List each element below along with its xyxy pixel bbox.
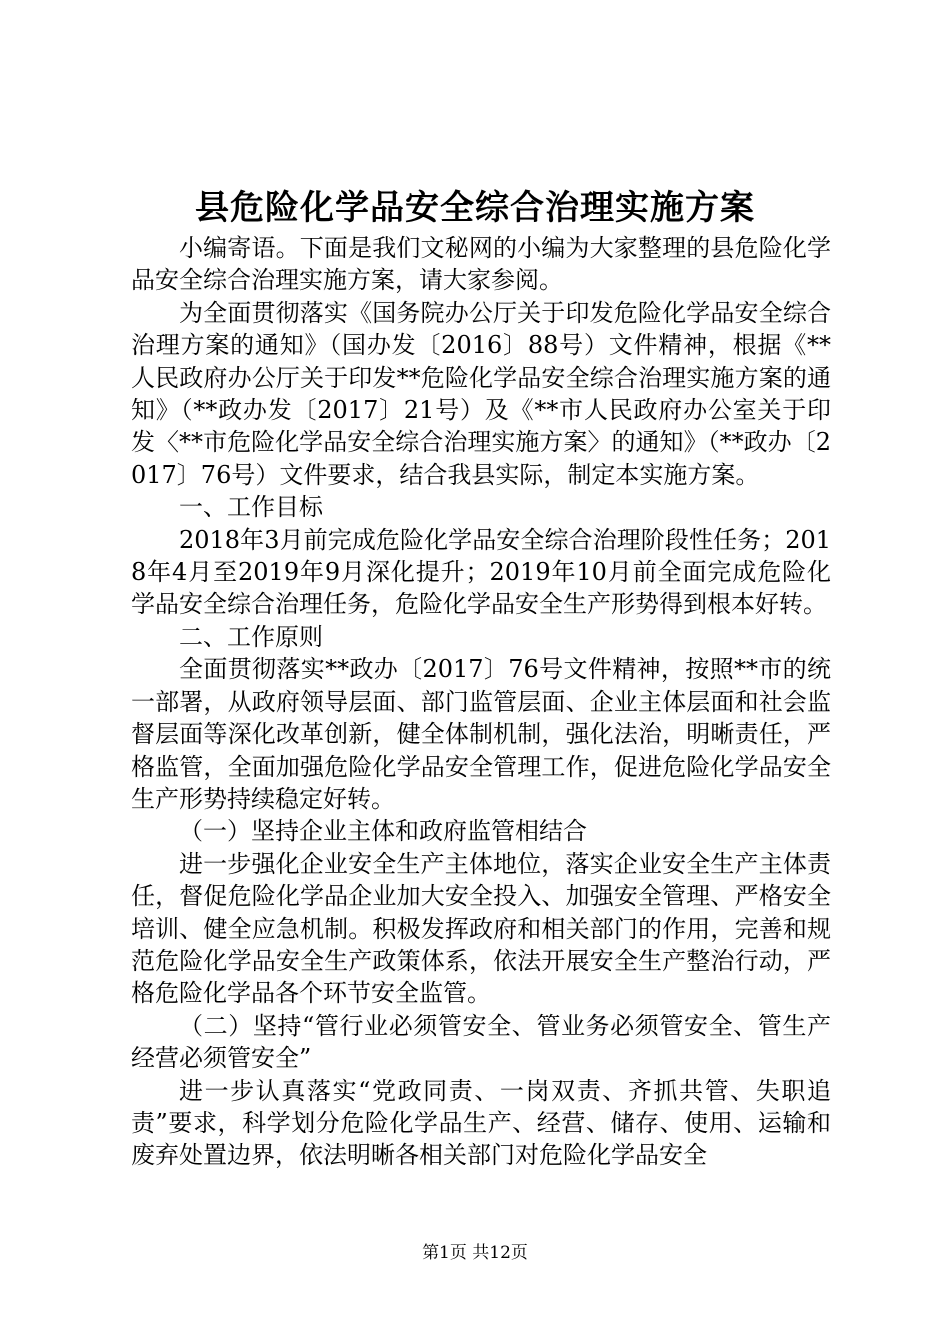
- subheading-principle-2: （二）坚持“管行业必须管安全、管业务必须管安全、管生产经营必须管安全”: [131, 1011, 831, 1073]
- paragraph-work-goals: 2018年3月前完成危险化学品安全综合治理阶段性任务；2018年4月至2019年9月深化提升；2019年10月前全面完成危险化学品安全综合治理任务，危险化学品安全生产形势得到根本好转。: [131, 525, 831, 619]
- page-footer: 第1页 共12页: [422, 1243, 528, 1263]
- paragraph-principle-2: 进一步认真落实“党政同责、一岗双责、齐抓共管、失职追责”要求，科学划分危险化学品生产、经营、储存、使用、运输和废弃处置边界，依法明晰各相关部门对危险化学品安全: [131, 1076, 831, 1170]
- heading-work-goals: 一、工作目标: [179, 493, 323, 522]
- paragraph-basis: 为全面贯彻落实《国务院办公厅关于印发危险化学品安全综合治理方案的通知》（国办发〔2016〕88号）文件精神，根据《**人民政府办公厅关于印发**危险化学品安全综合治理实施方案的通知》（**政办发〔2017〕21号）及《**市人民政府办公室关于印发〈**市危险化学品安全综合治理实施方案〉的通知》（**政办〔2017〕76号）文件要求，结合我县实际，制定本实施方案。: [131, 298, 831, 489]
- document-body: [131, 232, 831, 1172]
- paragraph-work-principles: 全面贯彻落实**政办〔2017〕76号文件精神，按照**市的统一部署，从政府领导层面、部门监管层面、企业主体层面和社会监督层面等深化改革创新，健全体制机制，强化法治，明晰责任，严格监管，全面加强危险化学品安全管理工作，促进危险化学品安全生产形势持续稳定好转。: [131, 655, 831, 813]
- document-title: 县危险化学品安全综合治理实施方案: [195, 188, 755, 228]
- paragraph-intro: 小编寄语。下面是我们文秘网的小编为大家整理的县危险化学品安全综合治理实施方案，请大家参阅。: [131, 234, 831, 295]
- subheading-principle-1: （一）坚持企业主体和政府监管相结合: [179, 817, 587, 846]
- paragraph-principle-1: 进一步强化企业安全生产主体地位，落实企业安全生产主体责任，督促危险化学品企业加大安全投入、加强安全管理、严格安全培训、健全应急机制。积极发挥政府和相关部门的作用，完善和规范危险化学品安全生产政策体系，依法开展安全生产整治行动，严格危险化学品各个环节安全监管。: [131, 849, 831, 1008]
- heading-work-principles: 二、工作原则: [179, 622, 323, 651]
